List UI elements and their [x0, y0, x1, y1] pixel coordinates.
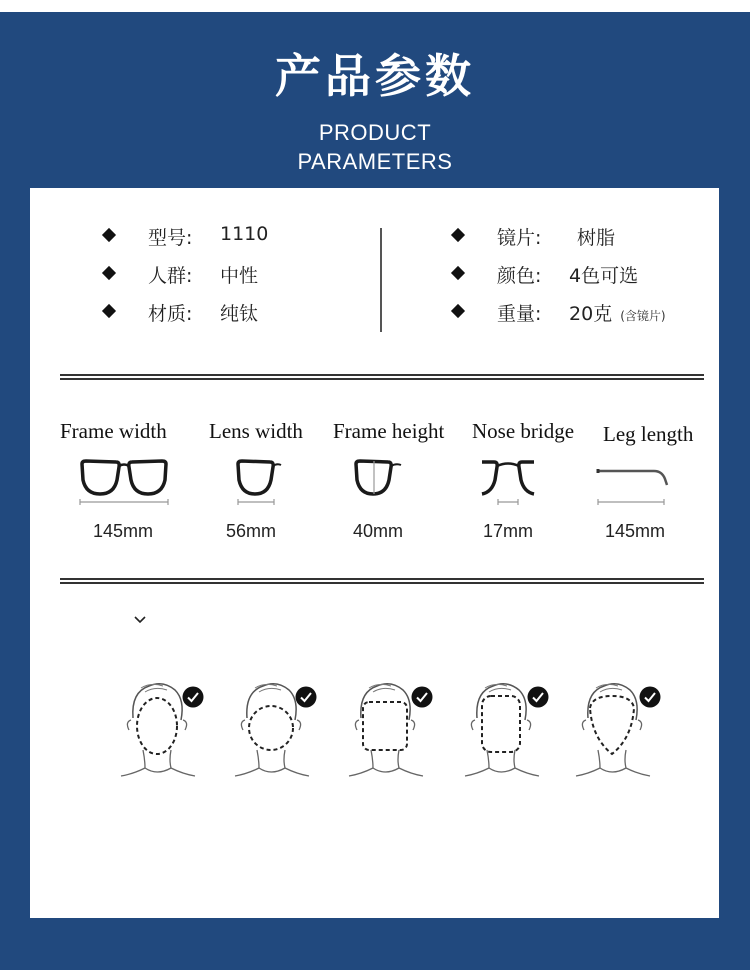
spec-label: 人群: [148, 265, 193, 287]
nose-bridge-icon [480, 458, 536, 506]
parameters-card [30, 188, 719, 918]
page-title-en-line2: PARAMETERS [297, 149, 453, 174]
spec-value: 1110 [220, 223, 269, 245]
spec-value: 纯钛 [220, 303, 259, 325]
dim-value-frame-width: 145mm [92, 521, 154, 541]
check-icon [295, 686, 317, 708]
frame-height-icon [350, 458, 402, 500]
chevron-down-icon [133, 615, 147, 625]
check-icon [527, 686, 549, 708]
check-icon [639, 686, 661, 708]
spec-label: 重量: [497, 303, 542, 325]
dim-value-nose-bridge: 17mm [482, 521, 533, 541]
dim-label-frame-height: Frame height [333, 419, 445, 443]
dim-label-lens-width: Lens width [209, 419, 303, 443]
spec-value: 中性 [220, 265, 259, 287]
spec-label: 材质: [148, 303, 193, 325]
spec-divider [380, 228, 382, 332]
spec-value-group [569, 299, 666, 326]
temple-length-icon [596, 462, 670, 508]
dim-value-lens-width: 56mm [225, 521, 276, 541]
spec-label: 型号: [148, 227, 193, 249]
section-divider-bottom [60, 578, 704, 584]
lens-width-icon [232, 458, 282, 506]
spec-value: 20克 [569, 303, 613, 325]
spec-label: 颜色: [497, 265, 542, 287]
dim-label-frame-width: Frame width [60, 419, 167, 443]
dim-value-leg-length: 145mm [604, 521, 666, 541]
check-icon [182, 686, 204, 708]
dim-label-leg-length: Leg length [603, 422, 694, 446]
spec-value: 树脂 [577, 227, 616, 249]
page-title-en-line1: PRODUCT [318, 120, 432, 145]
section-divider-top [60, 374, 704, 380]
spec-value: 4色可选 [569, 265, 639, 287]
spec-label: 镜片: [497, 227, 542, 249]
dim-label-nose-bridge: Nose bridge [472, 419, 575, 443]
spec-note: (含镜片) [620, 309, 666, 323]
glasses-frame-width-icon [78, 458, 170, 506]
check-icon [411, 686, 433, 708]
page-title-cn: 产品参数 [275, 49, 475, 103]
dim-value-frame-height: 40mm [352, 521, 403, 541]
